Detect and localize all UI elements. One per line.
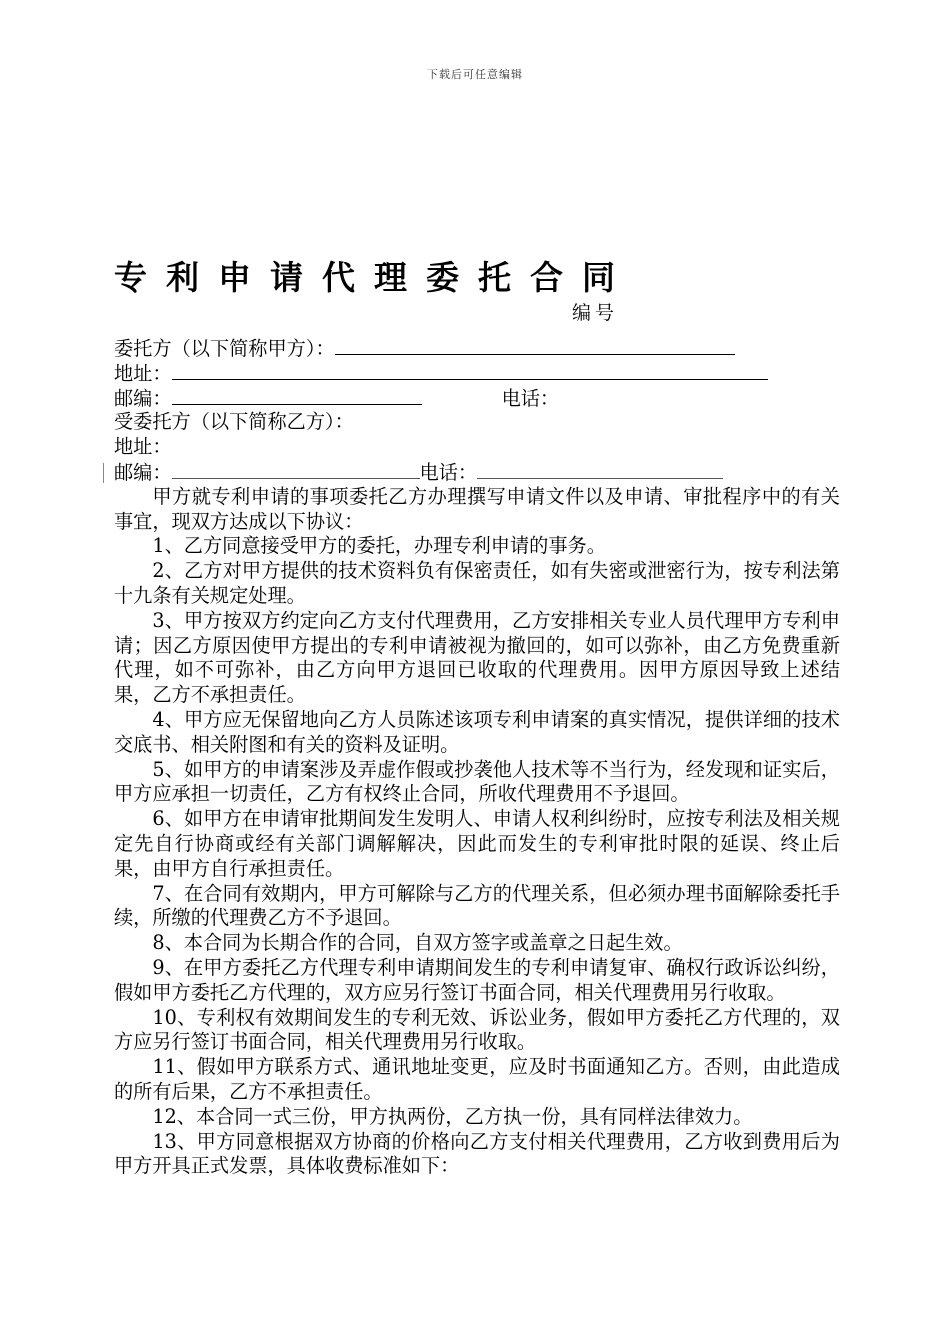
party-a-blank[interactable]: [335, 336, 735, 355]
phone-a-label: 电话：: [501, 386, 560, 410]
clause-4: 4、甲方应无保留地向乙方人员陈述该项专利申请案的真实情况，提供详细的技术交底书、相关附图和有关的资料及证明。: [114, 707, 840, 756]
contract-body: [114, 336, 840, 1179]
intro-paragraph: 甲方就专利申请的事项委托乙方办理撰写申请文件以及申请、审批程序中的有关事宜，现双方达成以下协议：: [114, 484, 840, 533]
document-title: 专利申请代理委托合同: [114, 258, 634, 297]
party-b-label: 受委托方（以下简称乙方）：: [114, 410, 354, 434]
party-b-row: [114, 410, 840, 435]
address-b-row: [114, 435, 840, 460]
text-cursor: [103, 463, 104, 483]
header-note: 下载后可任意编辑: [427, 68, 523, 81]
zip-phone-b-row: [114, 460, 840, 485]
clause-1: 1、乙方同意接受甲方的委托，办理专利申请的事务。: [152, 534, 606, 558]
clause-11: 11、假如甲方联系方式、通讯地址变更，应及时书面通知乙方。否则，由此造成的所有后果，乙方不承担责任。: [114, 1055, 840, 1103]
clause-10: 10、专利权有效期间发生的专利无效、诉讼业务，假如甲方委托乙方代理的，双方应另行签订书面合同，相关代理费用另行收取。: [114, 1005, 840, 1054]
clause-9: 9、在甲方委托乙方代理专利申请期间发生的专利申请复审、确权行政诉讼纠纷，假如甲方委托乙方代理的，双方应另行签订书面合同，相关代理费用另行收取。: [114, 955, 840, 1004]
address-a-blank[interactable]: [172, 361, 768, 380]
party-a-label: 委托方（以下简称甲方）：: [114, 337, 335, 360]
party-a-row: [114, 336, 840, 361]
zip-phone-a-row: [114, 386, 840, 411]
phone-b-blank[interactable]: [477, 460, 723, 479]
serial-number-label: 编号: [572, 302, 619, 324]
clause-6: 6、如甲方在申请审批期间发生发明人、申请人权利纠纷时，应按专利法及相关规定先自行协商或经有关部门调解解决，因此而发生的专利审批时限的延误、终止后果，由甲方自行承担责任。: [114, 807, 840, 880]
zip-b-label: 邮编：: [114, 460, 172, 484]
clause-5: 5、如甲方的申请案涉及弄虚作假或抄袭他人技术等不当行为，经发现和证实后，甲方应承担一切责任，乙方有权终止合同，所收代理费用不予退回。: [114, 757, 840, 806]
clause-7: 7、在合同有效期内，甲方可解除与乙方的代理关系，但必须办理书面解除委托手续，所缴的代理费乙方不予退回。: [114, 881, 840, 930]
zip-b-blank[interactable]: [172, 460, 420, 479]
zip-a-label: 邮编：: [114, 386, 172, 410]
clause-13: 13、甲方同意根据双方协商的价格向乙方支付相关代理费用，乙方收到费用后为甲方开具正式发票，具体收费标准如下：: [114, 1129, 840, 1178]
address-a-label: 地址：: [114, 361, 172, 385]
zip-a-blank[interactable]: [172, 386, 422, 405]
phone-b-label: 电话：: [419, 460, 478, 484]
clause-3: 3、甲方按双方约定向乙方支付代理费用，乙方安排相关专业人员代理甲方专利申请；因乙方原因使甲方提出的专利申请被视为撤回的，如可以弥补，由乙方免费重新代理，如不可弥补，由乙方向甲方退回已收取的代理费用。因甲方原因导致上述结果，乙方不承担责任。: [114, 608, 840, 707]
address-a-row: [114, 361, 840, 386]
address-b-label: 地址：: [114, 435, 172, 459]
clause-8: 8、本合同为长期合作的合同，自双方签字或盖章之日起生效。: [152, 931, 683, 955]
clause-12: 12、本合同一式三份，甲方执两份，乙方执一份，具有同样法律效力。: [152, 1104, 753, 1128]
clause-2: 2、乙方对甲方提供的技术资料负有保密责任，如有失密或泄密行为，按专利法第十九条有关规定处理。: [114, 559, 840, 607]
